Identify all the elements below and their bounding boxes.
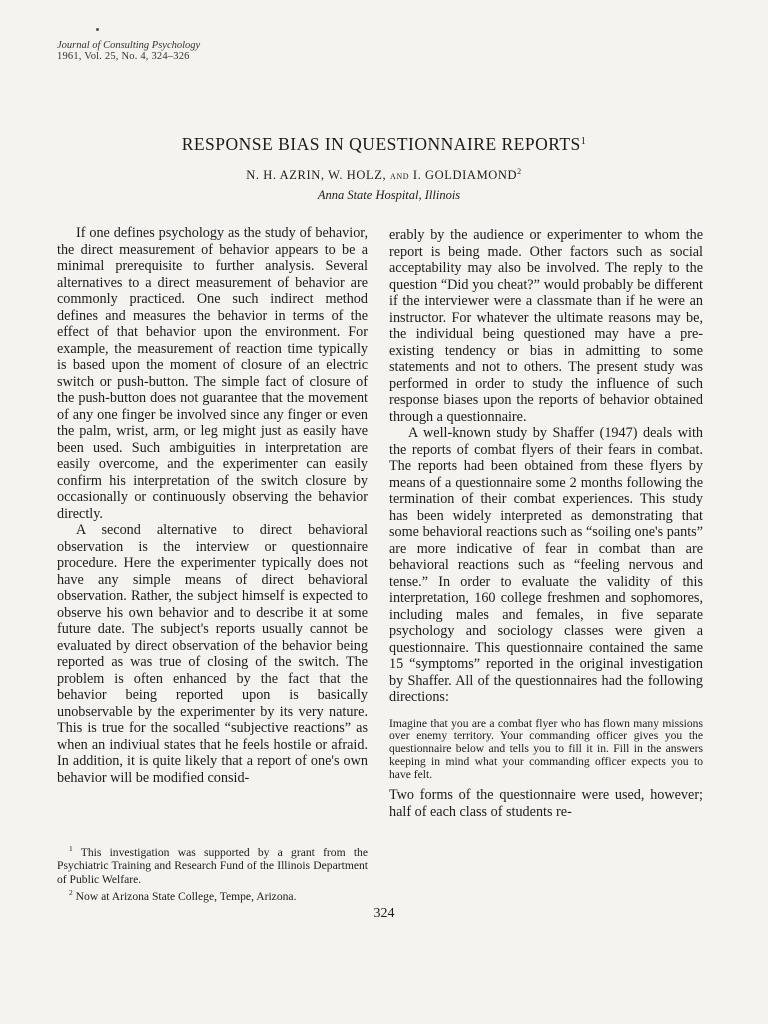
scan-speck [96,28,99,31]
authors-last: I. GOLDIAMOND [412,168,518,183]
journal-header [57,40,200,62]
body-paragraph: Two forms of the questionnaire were used, however; half of each class of students re- [389,787,703,820]
body-paragraph: A second alternative to direct behavioral observation is the interview or questionnaire procedure. Here the experimenter typically does not have any simple means of direct behavioral observation. Rather, the subject himself is expected to observe his own behavior and to describe it at some future date. The subject's reports usually cannot be evaluated by direct observation of the behavior being reported as was true of closing of the switch. The problem is often enhanced by the fact that the behavior being reported upon is basically unobservable by the experimenter by its very nature. This is true for the socalled “subjective reactions” as when an indiviual states that he feels hostile or afraid. In addition, it is quite likely that a report of one's own behavior will be modified consid- [57,522,368,786]
block-quote: Imagine that you are a combat flyer who has flown many missions over enemy territory. Your commanding officer gives you the questionnaire below and tells you to fill it in. Fill in the answers keeping in mind what your commanding officer expects you to have felt. [389,716,703,781]
footnote-1-mark: 1 [69,844,73,853]
footnote-2-mark: 2 [69,888,73,898]
body-paragraph: erably by the audience or experimenter to whom the report is being made. Other factors such as social acceptability may also be involved. The reply to the question “Did you cheat?” would probably be different if the interviewer were a classmate than if he were an instructor. For whatever the ultimate reasons may be, the individual being questioned may have a pre-existing tendency or bias in admitting to some statements and not to others. The present study was performed in order to study the influence of such response biases upon the reports of behavior obtained through a questionnaire. [389,227,703,425]
page-number: 324 [373,906,395,921]
article-title: RESPONSE BIAS IN QUESTIONNAIRE REPORTS [181,134,581,154]
footnote-2 [57,886,368,903]
authors-line [0,167,768,183]
body-paragraph: If one defines psychology as the study of behavior, the direct measurement of behavior appears to be a minimal prerequisite to further analysis. Several alternatives to a direct measurement of behavior are commonly practiced. One such indirect method defines and measures the behavior in terms of the effect of that behavior upon the environment. For example, the measurement of reaction time typically is based upon the moment of closure of an electric switch or push-button. The simple fact of closure of the push-button does not guarantee that the movement of any one finger be involved since any finger or even the palm, wrist, arm, or leg might just as easily have been used. Such ambiguities in interpretation are easily overcome, and the experimenter can easily confirm his interpretation of the switch closure by occasionally or continuously observing the behavior directly. [57,225,368,522]
footnote-1-text: This investigation was supported by a grant from the Psychiatric Training and Research Fund of the Illinois Department of Public Welfare. [57,845,368,886]
affiliation: Anna State Hospital, Illinois [317,188,461,202]
title-footnote-mark: 1 [580,136,587,147]
journal-citation: 1961, Vol. 25, No. 4, 324–326 [57,51,190,62]
author-footnote-mark: 2 [517,167,522,176]
right-column [389,227,703,820]
journal-name: Journal of Consulting Psychology [57,40,201,51]
footnotes [57,842,368,904]
article-title-block [0,134,768,155]
authors-names: N. H. AZRIN, W. HOLZ, [246,168,387,183]
left-column [57,225,368,786]
footnote-1 [57,842,368,886]
body-paragraph: A well-known study by Shaffer (1947) deals with the reports of combat flyers of their fears in combat. The reports had been obtained from these flyers by means of a questionnaire some 2 months following the termination of their combat experiences. This study has been widely interpreted as demonstrating that some behavioral reactions such as “soiling one's pants” are more indicative of fear in combat than are behavioral reactions such as “feeling nervous and tense.” In order to evaluate the validity of this interpretation, 160 college freshmen and sophomores, including males and females, in five separate psychology and sociology classes were given a questionnaire. This questionnaire contained the same 15 “symptoms” reported in the original investigation by Shaffer. All of the questionnaires had the following directions: [389,425,703,705]
authors-and: and [389,170,410,183]
footnote-2-text: Now at Arizona State College, Tempe, Arizona. [75,890,297,904]
